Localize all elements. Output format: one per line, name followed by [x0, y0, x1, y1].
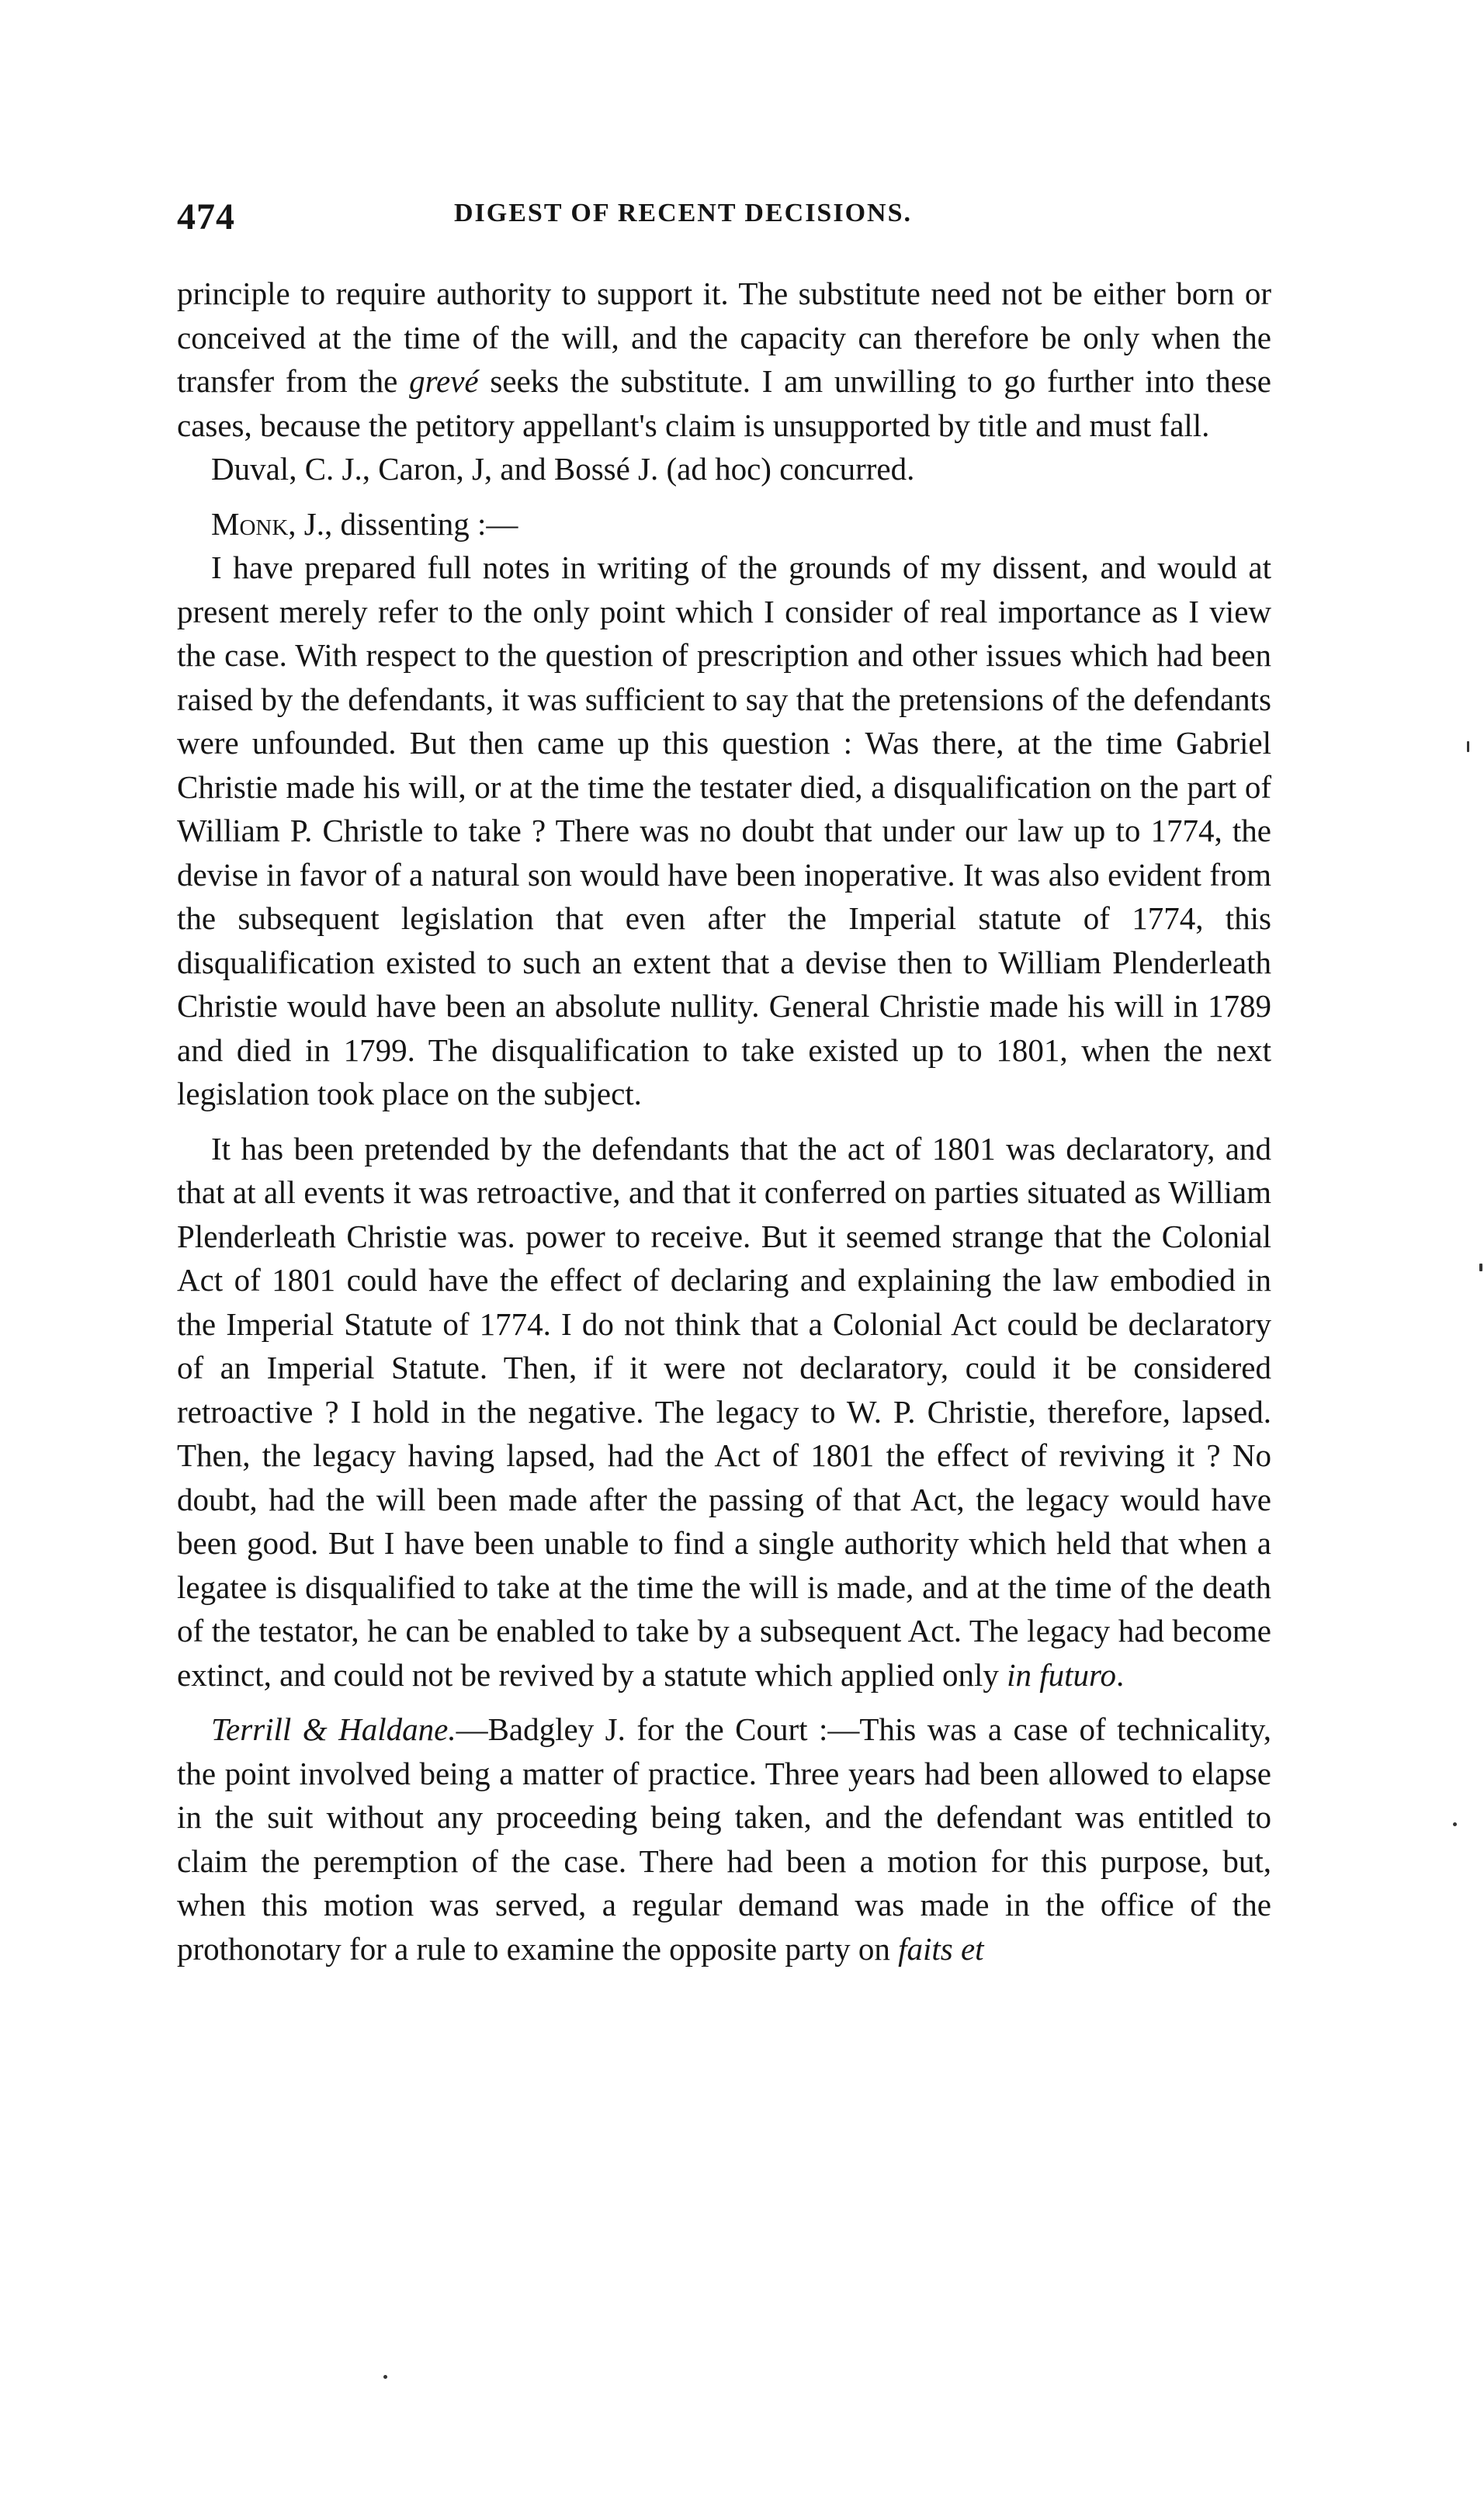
- print-speck: [1467, 741, 1469, 752]
- case-name: Terrill & Haldane.: [211, 1711, 456, 1747]
- print-speck: [1453, 1822, 1457, 1826]
- paragraph-dissent-heading: [177, 502, 1271, 546]
- paragraph-text: —Badgley J. for the Court :—This was a case of technicality, the point involved being a matter of practice. Three years had been allowed to elapse in the suit without any proceeding being taken, and the defendant was entitled to claim the peremption of the case. There had been a motion for this purpose, but, when this motion was served, a regular demand was made in the office of the prothonotary for a rule to examine the opposite party on: [177, 1711, 1272, 1967]
- paragraph-text: It has been pretended by the defendants that the act of 1801 was declaratory, and that at all events it was retroactive, and that it conferred on parties situated as William Plenderleath Christie was. power to receive. But it seemed strange that the Colonial Act of 1801 could have the effect of declaring and explaining the law embodied in the Imperial Statute of 1774. I do not think that a Colonial Act could be declaratory of an Imperial Statute. Then, if it were not declaratory, could it be considered retroactive ? I hold in the negative. The legacy to W. P. Christie, therefore, lapsed. Then, the legacy having lapsed, had the Act of 1801 the effect of reviving it ? No doubt, had the will been made after the passing of that Act, the legacy would have been good. But I have been unable to find a single authority which held that when a legatee is disqualified to take at the time the will is made, and at the time of the death of the testator, he can be enabled to take by a subsequent Act. The legacy had become extinct, and could not be revived by a statute which applied only: [177, 1130, 1271, 1693]
- paragraph-text: , J., dissenting :—: [288, 505, 518, 542]
- italic-term: faits et: [898, 1930, 984, 1967]
- italic-term: grevé: [409, 363, 479, 399]
- running-header: [177, 196, 1248, 250]
- paragraph-text: principle to require authority to support it. The substitute need not be either born or conceived at the time of the will, and the capacity can therefore be only when the transfer from the: [177, 276, 1271, 399]
- paragraph-concurrence: Duval, C. J., Caron, J, and Bossé J. (ad hoc) concurred.: [211, 451, 915, 487]
- paragraph-dissent-continued: [177, 1127, 1271, 1697]
- print-speck: [383, 2375, 387, 2379]
- body-text: [177, 272, 1271, 1971]
- page-number: 474: [177, 196, 235, 237]
- italic-term: in futuro: [1007, 1656, 1116, 1693]
- paragraph-dissent: I have prepared full notes in writing of the grounds of my dissent, and would at present merely refer to the only point which I consider of real importance as I view the case. With respect to the question of prescription and other issues which had been raised by the defendants, it was sufficient to say that the pretensions of the defendants were unfounded. But then came up this question : Was there, at the time Gabriel Christie made his will, or at the time the testater died, a disqualification on the part of William P. Christle to take ? There was no doubt that under our law up to 1774, the devise in favor of a natural son would have been inoperative. It was also evident from the subsequent legislation that even after the Imperial statute of 1774, this disqualification existed to such an extent that a devise then to William Plenderleath Christie would have been an absolute nullity. General Christie made his will in 1789 and died in 1799. The disqualification to take existed up to 1801, when the next legislation took place on the subject.: [177, 550, 1271, 1111]
- judge-name: Monk: [211, 505, 289, 542]
- paragraph-case-terrill-haldane: [177, 1707, 1271, 1971]
- paragraph-text: .: [1115, 1656, 1125, 1693]
- paragraph-majority-opinion-end: [177, 272, 1271, 447]
- running-title: DIGEST OF RECENT DECISIONS.: [454, 199, 912, 227]
- print-speck: [1479, 1264, 1482, 1271]
- paragraph-text: seeks the substitute. I am unwilling to go further into these cases, because the petitory appellant's claim is unsupported by title and must fall.: [177, 363, 1271, 443]
